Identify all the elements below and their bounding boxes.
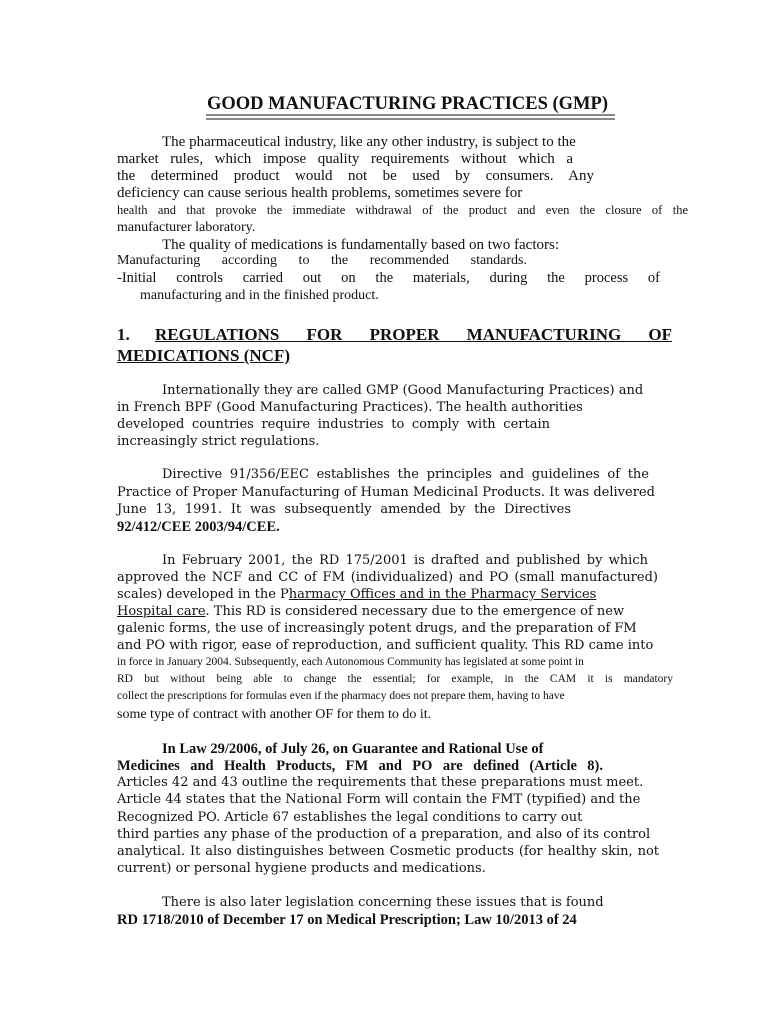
section-heading: REGULATIONS FOR PROPER MANUFACTURING OF — [155, 325, 672, 344]
rd-paragraph-line: collect the prescriptions for formulas even if the pharmacy does not prepare them, having to have — [117, 690, 565, 702]
intro-line: The quality of medications is fundamentally based on two factors: — [162, 237, 559, 253]
later-legislation-line: RD 1718/2010 of December 17 on Medical Prescription; Law 10/2013 of 24 — [117, 912, 577, 928]
gmp-paragraph-line: Internationally they are called GMP (Good Manufacturing Practices) and — [162, 383, 644, 398]
intro-line: health and that provoke the immediate withdrawal of the product and even the closure of the — [117, 203, 688, 217]
intro-line: manufacturing and in the finished product. — [140, 288, 379, 303]
document-title: GOOD MANUFACTURING PRACTICES (GMP) — [207, 94, 608, 114]
later-legislation-line: There is also later legislation concerning these issues that is found — [162, 895, 604, 910]
law-paragraph-line: Article 44 states that the National Form will contain the FMT (typified) and the — [117, 792, 641, 807]
law-paragraph-line: In Law 29/2006, of July 26, on Guarantee and Rational Use of — [162, 741, 544, 757]
rd-paragraph-line: and PO with rigor, ease of reproduction, and sufficient quality. This RD came into — [117, 638, 654, 653]
hospital-care-link-text: Hospital care — [117, 604, 206, 619]
pharmacy-offices-link-text: harmacy Offices and in the Pharmacy Services — [288, 587, 597, 602]
law-paragraph-line: third parties any phase of the production of a preparation, and also of its control — [117, 827, 651, 842]
gmp-paragraph-line: in French BPF (Good Manufacturing Practices). The health authorities — [117, 400, 583, 415]
rd-paragraph-line: In February 2001, the RD 175/2001 is drafted and published by which — [162, 553, 648, 568]
rd-paragraph-line — [117, 587, 596, 602]
directive-paragraph-line: Directive 91/356/EEC establishes the principles and guidelines of the — [162, 467, 649, 482]
directive-paragraph-line: 92/412/CEE 2003/94/CEE. — [117, 519, 280, 535]
title-underline — [206, 118, 615, 120]
gmp-paragraph-line: developed countries require industries to comply with certain — [117, 417, 550, 432]
rd-paragraph-line: galenic forms, the use of increasingly potent drugs, and the preparation of FM — [117, 621, 637, 636]
law-paragraph-line: Articles 42 and 43 outline the requirements that these preparations must meet. — [117, 775, 644, 790]
law-paragraph-line: current) or personal hygiene products and medications. — [117, 861, 486, 876]
intro-line: Manufacturing according to the recommended standards. — [117, 253, 527, 268]
intro-line: The pharmaceutical industry, like any other industry, is subject to the — [162, 134, 576, 150]
rd-paragraph-line: approved the NCF and CC of FM (individualized) and PO (small manufactured) — [117, 570, 658, 585]
intro-line: market rules, which impose quality requirements without which a — [117, 151, 573, 167]
directive-paragraph-line: June 13, 1991. It was subsequently amended by the Directives — [117, 502, 571, 517]
section-heading: MEDICATIONS (NCF) — [117, 346, 290, 365]
intro-line: manufacturer laboratory. — [117, 220, 256, 235]
law-paragraph-line: Medicines and Health Products, FM and PO are defined (Article 8). — [117, 758, 603, 774]
rd-paragraph-line — [117, 604, 624, 619]
law-paragraph-line: analytical. It also distinguishes between Cosmetic products (for healthy skin, not — [117, 844, 659, 859]
gmp-paragraph-line: increasingly strict regulations. — [117, 434, 320, 449]
rd-paragraph-line: some type of contract with another OF for them to do it. — [117, 707, 432, 722]
rd-line-text: scales) developed in the P — [117, 587, 289, 602]
intro-line: the determined product would not be used by consumers. Any — [117, 168, 594, 184]
section-number: 1. — [117, 325, 130, 344]
intro-line: -Initial controls carried out on the materials, during the process of — [117, 270, 660, 286]
intro-line: deficiency can cause serious health problems, sometimes severe for — [117, 185, 523, 201]
law-paragraph-line: Recognized PO. Article 67 establishes the legal conditions to carry out — [117, 810, 583, 825]
rd-paragraph-line: RD but without being able to change the essential; for example, in the CAM it is mandatory — [117, 673, 673, 685]
title-underline — [206, 114, 615, 116]
rd-line-text: . This RD is considered necessary due to the emergence of new — [205, 604, 625, 619]
rd-paragraph-line: in force in January 2004. Subsequently, each Autonomous Community has legislated at some point in — [117, 656, 584, 668]
directive-paragraph-line: Practice of Proper Manufacturing of Human Medicinal Products. It was delivered — [117, 485, 655, 500]
